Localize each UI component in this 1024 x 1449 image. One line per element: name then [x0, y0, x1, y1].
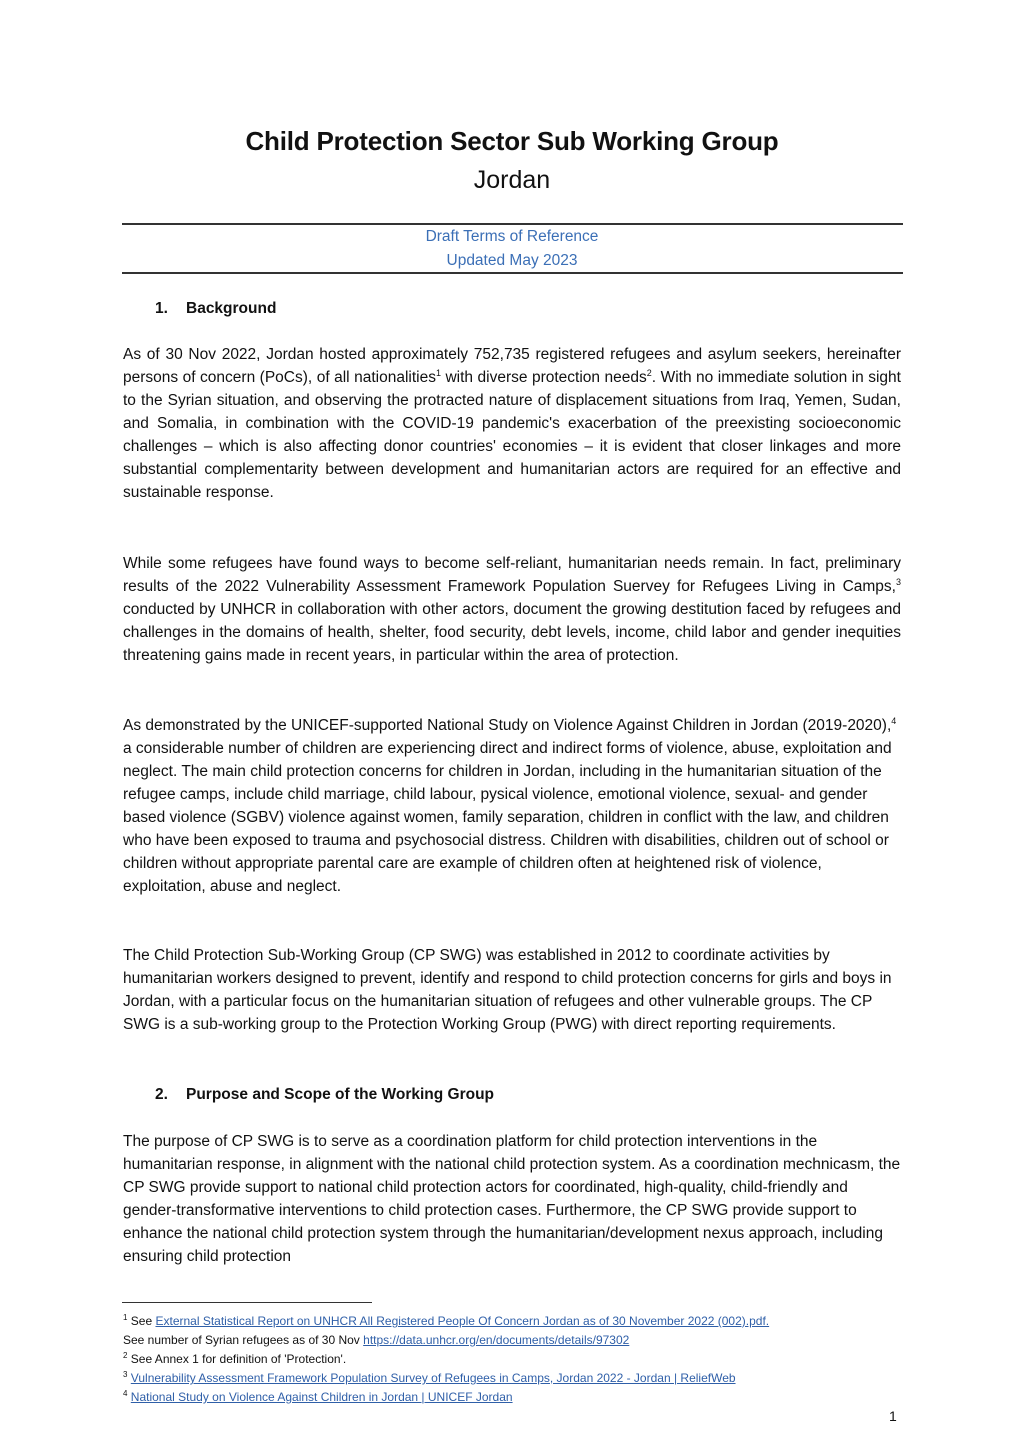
section-heading-background — [155, 300, 276, 318]
footnote-3: $^3$ Vulnerability Assessment Framework Population Survey of Refugees in Camps, Jordan 2022 - Jordan | ReliefWeb — [123, 1370, 736, 1385]
footnote-3-link[interactable]: Vulnerability Assessment Framework Population Survey of Refugees in Camps, Jordan 2022 - Jordan | ReliefWeb — [130, 1371, 736, 1385]
footnote-ref-4: 4 — [891, 715, 897, 726]
paragraph-background-2: While some refugees have found ways to become self-reliant, humanitarian needs remain. In fact, preliminary results of the 2022 Vulnerability Assessment Framework Population Suervey for Refugees Living in Camps,$^3$ conducted by UNHCR in collaboration with other actors, document the growing destitution faced by refugees and challenges in the domains of health, shelter, food security, debt levels, income, child labor and gender inequities threatening gains made in recent years, in particular within the area of protection. — [123, 555, 901, 664]
paragraph-background-1: As of 30 Nov 2022, Jordan hosted approximately 752,735 registered refugees and asylum seekers, hereinafter persons of concern (PoCs), of all nationalities$^1$ with diverse protection needs$^2$. With no immediate solution in sight to the Syrian situation, and observing the protracted nature of displacement situations from Iraq, Yemen, Sudan, and Somalia, in combination with the COVID-19 pandemic's exacerbation of the preexisting socioeconomic challenges – which is also affecting donor countries' economies – it is evident that closer linkages and more substantial complementarity between development and humanitarian actors are required for an effective and sustainable response. — [123, 346, 901, 501]
footnote-ref-2: 2 — [646, 367, 652, 378]
footnote-1-link[interactable]: External Statistical Report on UNHCR All Registered People Of Concern Jordan as of 30 November 2022 (002).pdf. — [155, 1314, 770, 1328]
paragraph-background-4: The Child Protection Sub-Working Group (CP SWG) was established in 2012 to coordinate activities by humanitarian workers designed to prevent, identify and respond to child protection concerns for girls and boys in Jordan, with a particular focus on the humanitarian situation of refugees and other vulnerable groups. The CP SWG is a sub-working group to the Protection Working Group (PWG) with direct reporting requirements. — [123, 947, 892, 1033]
updated-label: Updated May 2023 — [446, 252, 578, 269]
header-bottom-rule — [122, 272, 903, 274]
footnote-1-continued: See number of Syrian refugees as of 30 Nov https://data.unhcr.org/en/documents/details/97302 — [123, 1333, 630, 1347]
document-subtitle: Jordan — [473, 166, 551, 194]
footnote-ref-1: 1 — [435, 367, 441, 378]
footnote-ref-3: 3 — [895, 576, 901, 587]
footnote-4: $^4$ National Study on Violence Against Children in Jordan | UNICEF Jordan — [123, 1389, 513, 1404]
footnote-4-link[interactable]: National Study on Violence Against Children in Jordan | UNICEF Jordan — [130, 1390, 513, 1404]
paragraph-background-3: As demonstrated by the UNICEF-supported National Study on Violence Against Children in Jordan (2019-2020),$^4$ a considerable number of children are experiencing direct and indirect forms of violence, abuse, exploitation and neglect. The main child protection concerns for children in Jordan, including in the humanitarian situation of the refugee camps, include child marriage, child labour, pysical violence, emotional violence, sexual- and gender based violence (SGBV) violence against women, family separation, children in conflict with the law, and children who have been exposed to trauma and psychosocial distress. Children with disabilities, children out of school or children without appropriate parental care are example of children often at heightened risk of violence, exploitation, abuse and neglect. — [123, 715, 897, 895]
footnote-2: $^2$ See Annex 1 for definition of 'Protection'. — [123, 1351, 347, 1366]
section-title: Background — [186, 300, 277, 317]
footnote-separator — [122, 1302, 372, 1303]
footnote-1b-link[interactable]: https://data.unhcr.org/en/documents/details/97302 — [363, 1333, 630, 1347]
section-heading-purpose-scope — [155, 1086, 494, 1104]
paragraph-purpose-1: The purpose of CP SWG is to serve as a coordination platform for child protection interventions in the humanitarian response, in alignment with the national child protection system. As a coordination mechnicasm, the CP SWG provide support to national child protection actors for coordinated, high-quality, child-friendly and gender-transformative interventions to child protection cases. Furthermore, the CP SWG provide support to enhance the national child protection system through the humanitarian/development nexus approach, including ensuring child protection — [123, 1133, 901, 1265]
document-title: Child Protection Sector Sub Working Group — [245, 126, 779, 156]
section-number: 2. — [155, 1086, 168, 1103]
section-title: Purpose and Scope of the Working Group — [186, 1086, 495, 1103]
section-number: 1. — [155, 300, 168, 317]
page-number: 1 — [889, 1408, 897, 1424]
header-top-rule — [122, 223, 903, 225]
footnote-1: $^1$ See External Statistical Report on UNHCR All Registered People Of Concern Jordan as of 30 November 2022 (002).pdf. — [123, 1313, 770, 1328]
draft-label: Draft Terms of Reference — [425, 228, 599, 245]
